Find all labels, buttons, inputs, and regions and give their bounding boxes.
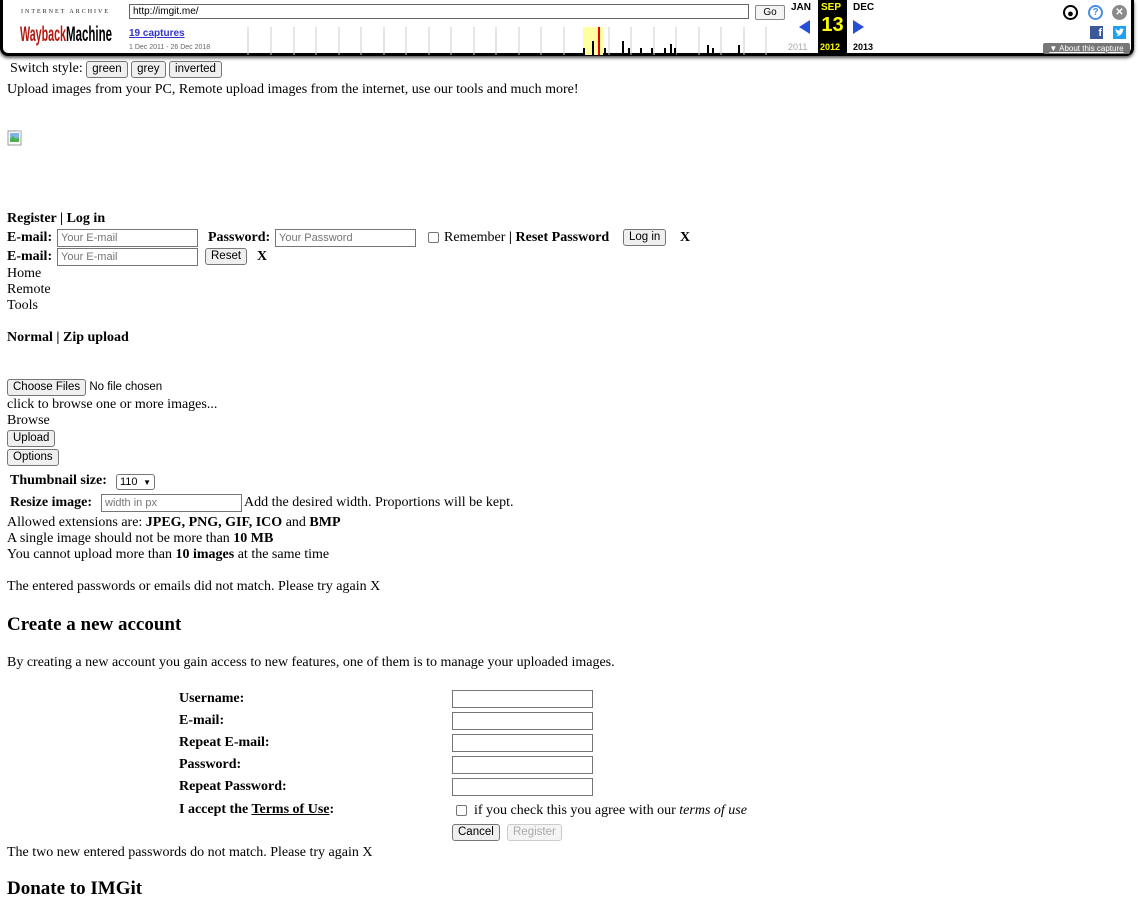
register-email-label: E-mail: [179, 713, 225, 728]
sparkline-year-dividers [248, 27, 766, 55]
repeat-password-input[interactable] [452, 778, 593, 796]
captures-link[interactable]: 19 captures [129, 28, 185, 39]
login-password-label: Password: [208, 230, 271, 245]
accept-terms-checkbox[interactable] [456, 805, 467, 816]
terms-prefix: I accept the [179, 802, 249, 817]
reset-password-link[interactable]: Reset Password [515, 230, 610, 245]
choose-files-button[interactable]: Choose Files [7, 379, 86, 396]
terms-suffix: : [329, 802, 335, 817]
thumbnail-size-label: Thumbnail size: [10, 473, 107, 488]
internet-archive-label: INTERNET ARCHIVE [21, 9, 111, 15]
reset-separator: | [508, 230, 513, 245]
capture-sparkline[interactable] [226, 27, 786, 55]
year-current: 2012 [820, 42, 841, 52]
login-link[interactable]: Log in [66, 211, 106, 226]
reset-email-label: E-mail: [7, 249, 53, 264]
browse-hint: click to browse one or more images... [7, 397, 218, 412]
day-current: 13 [821, 14, 844, 36]
register-password-label: Password: [179, 757, 242, 772]
thumbnail-size-value: 110 [120, 476, 138, 488]
close-icon[interactable]: ✕ [1112, 5, 1127, 20]
wayback-machine-logo[interactable] [20, 18, 112, 46]
logo-wayback-text: Wayback [20, 23, 67, 46]
wayback-toolbar [0, 0, 1134, 56]
terms-label [179, 802, 334, 818]
options-button[interactable]: Options [7, 449, 59, 466]
resize-label: Resize image: [10, 495, 93, 510]
username-label: Username: [179, 691, 245, 706]
ext-prefix: Allowed extensions are: [7, 515, 143, 530]
remember-checkbox[interactable] [428, 232, 439, 243]
zip-upload-link[interactable]: Zip upload [62, 330, 129, 345]
remember-group [444, 230, 609, 246]
auth-separator: | [60, 211, 64, 226]
remember-label: Remember [444, 230, 506, 245]
register-heading: Create a new account [7, 614, 182, 635]
wayback-url-input[interactable] [129, 4, 749, 19]
user-icon[interactable]: ● [1063, 5, 1078, 20]
reset-button[interactable]: Reset [205, 248, 247, 265]
browse-label[interactable]: Browse [7, 413, 50, 428]
style-switcher [10, 61, 222, 78]
register-intro: By creating a new account you gain access to new features, one of them is to manage your uploaded images. [7, 655, 615, 670]
allowed-extensions [7, 515, 341, 531]
size-prefix: A single image should not be more than [7, 531, 230, 546]
count-suffix: at the same time [237, 547, 330, 562]
chevron-down-icon: ▼ [143, 478, 151, 487]
agree-terms-link[interactable]: terms of use [679, 803, 747, 818]
resize-hint: Add the desired width. Proportions will be kept. [244, 495, 514, 510]
month-current: SEP [821, 2, 842, 13]
terms-of-use-link[interactable]: Terms of Use [251, 802, 330, 817]
register-link[interactable]: Register [7, 211, 57, 226]
donate-heading: Donate to IMGit [7, 878, 143, 899]
login-password-input[interactable] [275, 229, 416, 247]
register-button[interactable]: Register [507, 824, 562, 841]
file-picker[interactable] [7, 379, 162, 396]
username-input[interactable] [452, 690, 593, 708]
upload-button[interactable]: Upload [7, 430, 55, 447]
thumbnail-size-select[interactable] [116, 474, 155, 490]
style-grey-button[interactable]: grey [131, 61, 165, 78]
sparkline-capture-bars [584, 41, 739, 55]
nav-home[interactable]: Home [7, 266, 42, 281]
prev-capture-arrow-icon[interactable] [799, 20, 810, 34]
file-status: No file chosen [89, 381, 163, 393]
capture-date-range: 1 Dec 2011 - 26 Dec 2018 [129, 44, 211, 51]
size-value: 10 MB [233, 531, 274, 546]
upload-mode-separator: | [56, 330, 60, 345]
size-limit [7, 531, 273, 547]
ext-list: JPEG, PNG, GIF, ICO [145, 515, 283, 530]
repeat-email-input[interactable] [452, 734, 593, 752]
broken-image-icon [7, 130, 23, 146]
count-value: 10 images [175, 547, 235, 562]
next-capture-arrow-icon[interactable] [853, 20, 864, 34]
style-green-button[interactable]: green [86, 61, 127, 78]
go-button[interactable]: Go [755, 5, 785, 20]
resize-width-input[interactable] [101, 494, 242, 512]
register-email-input[interactable] [452, 712, 593, 730]
ext-last: BMP [309, 515, 341, 530]
about-capture-link[interactable]: ▼ About this capture [1043, 43, 1130, 54]
normal-upload-link[interactable]: Normal [7, 330, 53, 345]
login-close-button[interactable]: X [680, 230, 691, 245]
about-capture-label: About this capture [1059, 44, 1124, 53]
count-limit [7, 547, 329, 563]
cancel-button[interactable]: Cancel [452, 824, 500, 841]
agree-prefix: if you check this you agree with our [474, 803, 676, 818]
logo-machine-text: Machine [66, 23, 112, 46]
count-prefix: You cannot upload more than [7, 547, 172, 562]
style-inverted-button[interactable]: inverted [169, 61, 222, 78]
register-error-message: The two new entered passwords do not match. Please try again X [7, 845, 373, 860]
facebook-icon[interactable]: f [1090, 26, 1103, 39]
login-button[interactable]: Log in [623, 229, 666, 246]
auth-links [7, 211, 105, 227]
reset-close-button[interactable]: X [257, 249, 268, 264]
repeat-email-label: Repeat E-mail: [179, 735, 270, 750]
upload-mode-links [7, 330, 129, 346]
year-prev[interactable]: 2011 [788, 42, 808, 52]
login-email-label: E-mail: [7, 230, 53, 245]
help-icon[interactable]: ? [1088, 5, 1103, 20]
month-next[interactable]: DEC [853, 2, 875, 13]
reset-email-input[interactable] [57, 248, 198, 266]
login-error-message: The entered passwords or emails did not match. Please try again X [7, 579, 381, 594]
ext-and: and [285, 515, 306, 530]
month-prev[interactable]: JAN [791, 2, 812, 13]
agree-text [474, 803, 747, 819]
style-switch-label: Switch style: [10, 61, 83, 76]
repeat-password-label: Repeat Password: [179, 779, 287, 794]
year-next[interactable]: 2013 [853, 42, 874, 52]
nav-tools[interactable]: Tools [7, 298, 38, 313]
login-email-input[interactable] [57, 229, 198, 247]
register-password-input[interactable] [452, 756, 593, 774]
tagline: Upload images from your PC, Remote upload images from the internet, use our tools and much more! [7, 82, 579, 97]
twitter-icon[interactable] [1113, 26, 1126, 39]
nav-remote[interactable]: Remote [7, 282, 51, 297]
